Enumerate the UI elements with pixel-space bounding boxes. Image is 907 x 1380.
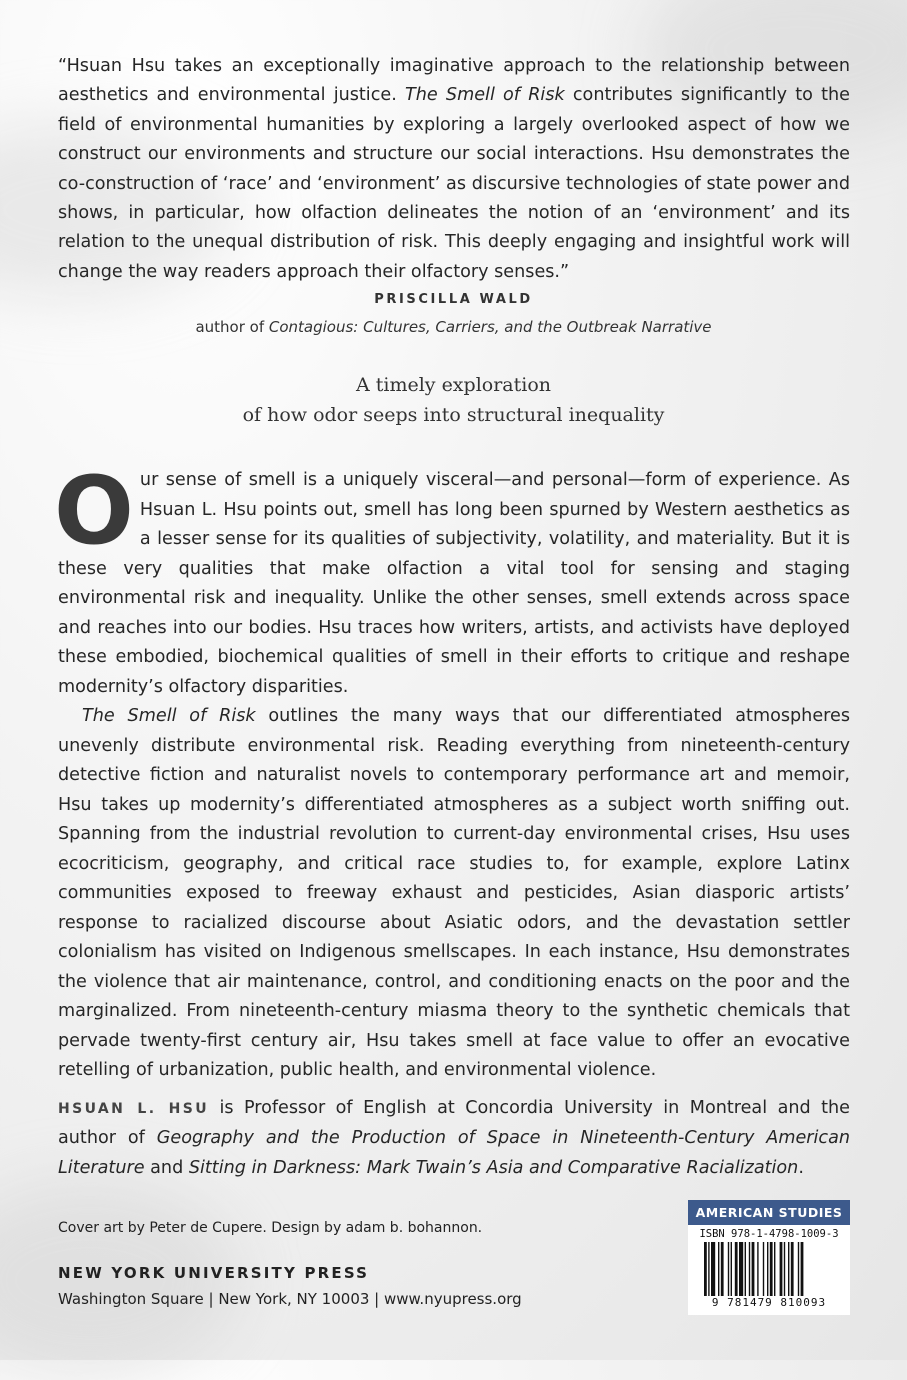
barcode-bar	[708, 1242, 709, 1296]
barcode-bar	[721, 1242, 724, 1296]
author-name: HSUAN L. HSU	[58, 1100, 209, 1117]
barcode-bar	[791, 1242, 794, 1296]
barcode-bar	[728, 1242, 729, 1296]
endorser-credentials: author of Contagious: Cultures, Carriers, and the Outbreak Narrative	[195, 318, 712, 336]
endorser-name: PRISCILLA WALD	[374, 292, 533, 307]
barcode-bar	[752, 1242, 755, 1296]
barcode-bar	[780, 1242, 783, 1296]
tagline: A timely exploration of how odor seeps into structural inequality	[242, 374, 665, 426]
endorsement-quote	[58, 52, 850, 287]
barcode-bar	[801, 1242, 804, 1296]
book-description	[54, 457, 851, 1183]
book-title: The Smell of Risk	[82, 706, 256, 726]
barcode-bar	[704, 1242, 707, 1296]
drop-cap: O	[54, 457, 134, 566]
barcode-bar	[767, 1242, 768, 1296]
author-bio: HSUAN L. HSU is Professor of English at Concordia University in Montreal and the author of Geography and the Production of Space in Nineteenth-Century American Literature and Sitting in Darkness: Mark Twain’s Asia and Comparative Racialization.	[58, 1097, 851, 1178]
barcode-bar	[763, 1242, 764, 1296]
quote-text: contributes significantly to the field of environmental humanities by exploring a largely overlooked aspect of how we construct our environments and structure our social interactions. Hsu demonstrates the co-construction of ‘race’ and ‘environment’ as discursive technologies of state power and shows, in particular, how olfaction delineates the notion of an ‘environment’ and its relation to the unequal distribution of risk. This deeply engaging and insightful work will change the way readers approach their olfactory senses.”	[58, 85, 850, 282]
barcode-bar	[718, 1242, 719, 1296]
barcode-bar	[749, 1242, 750, 1296]
publisher-name: NEW YORK UNIVERSITY PRESS	[58, 1264, 370, 1282]
barcode-bar	[774, 1242, 775, 1296]
barcode-bar	[798, 1242, 799, 1296]
barcode-digits: 9 781479 810093	[711, 1296, 827, 1309]
endorser-book: Contagious: Cultures, Carriers, and the Outbreak Narrative	[268, 318, 712, 336]
publisher-address: Washington Square | New York, NY 10003 | www.nyupress.org	[58, 1290, 522, 1308]
barcode-bar	[711, 1242, 715, 1296]
barcode-bar	[757, 1242, 758, 1296]
barcode-bar	[731, 1242, 732, 1296]
barcode-bar	[784, 1242, 785, 1296]
category-label: AMERICAN STUDIES	[688, 1200, 850, 1225]
barcode-bars	[704, 1242, 840, 1296]
quote-book-title: The Smell of Risk	[405, 85, 565, 106]
description-paragraph: Our sense of smell is a uniquely visceral—and personal—form of experience. As Hsuan L. Hsu points out, smell has long been spurned by Western aesthetics as a lesser sense for its qualities of subjectivity, volatility, and materiality. But it is these very qualities that make olfaction a vital tool for sensing and staging environmental risk and inequality. Unlike the other senses, smell extends across space and reaches into our bodies. Hsu traces how writers, artists, and activists have deployed these embodied, biochemical qualities of smell in their efforts to critique and reshape modernity’s olfactory disparities.	[54, 457, 850, 697]
barcode-bar	[735, 1242, 738, 1296]
barcode	[688, 1225, 850, 1315]
barcode-bar	[745, 1242, 746, 1296]
cover-credits: Cover art by Peter de Cupere. Design by adam b. bohannon.	[58, 1220, 483, 1236]
barcode-bar	[739, 1242, 743, 1296]
barcode-bar	[770, 1242, 773, 1296]
description-paragraph: The Smell of Risk outlines the many ways that our differentiated atmospheres unevenly distribute environmental risk. Reading everything from nineteenth-century detective fiction and naturalist novels to contemporary performance art and memoir, Hsu takes up modernity’s differentiated atmospheres as a subject worth sniffing out. Spanning from the industrial revolution to current-day environmental crises, Hsu uses ecocriticism, geography, and critical race studies to, for example, explore Latinx communities exposed to freeway exhaust and pesticides, Asian diasporic artists’ response to racialized discourse about Asiatic odors, and the devastation settler colonialism has visited on Indigenous smellscapes. In each instance, Hsu demonstrates the violence that air maintenance, control, and conditioning enacts on the poor and the marginalized. From nineteenth-century miasma theory to the synthetic chemicals that pervade twenty-first century air, Hsu takes smell at face value to offer an evocative retelling of urbanization, public health, and environmental violence.	[58, 706, 850, 1080]
barcode-bar	[788, 1242, 789, 1296]
quote-text: “Hsuan Hsu takes an exceptionally imaginative approach to the relationship between aesthetics and environmental justice.	[58, 56, 850, 106]
isbn-text: ISBN 978-1-4798-1009-3	[699, 1228, 839, 1240]
